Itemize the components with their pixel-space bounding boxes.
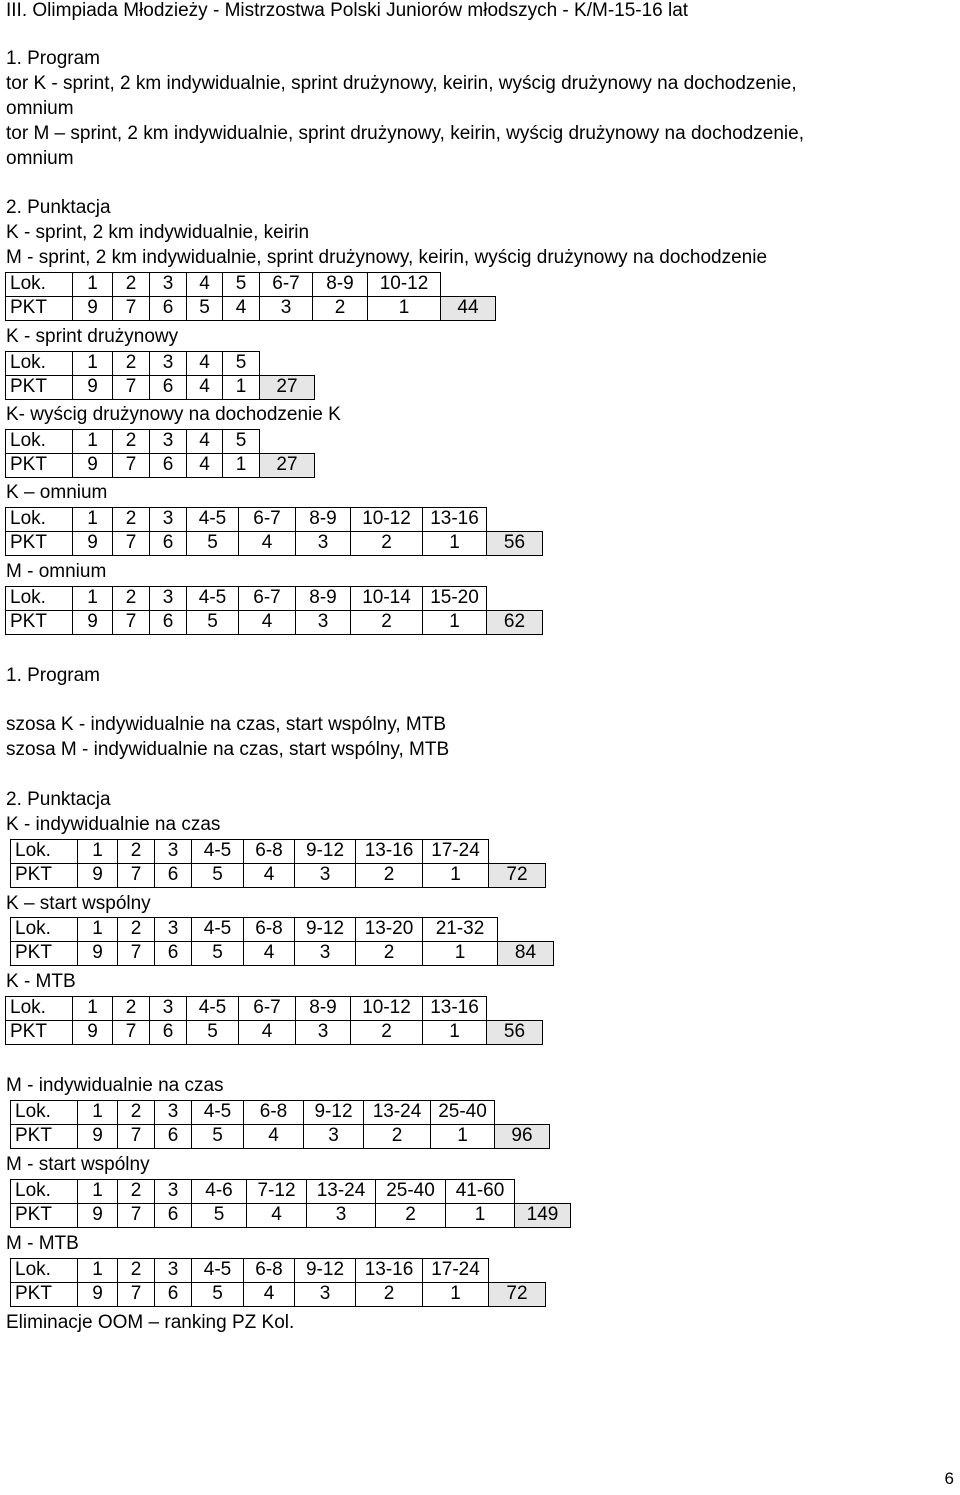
table-cell-total: 56 <box>487 532 543 556</box>
table-cell: 1 <box>78 918 118 942</box>
table-cell: 2 <box>376 1204 446 1228</box>
table-row-points <box>11 1283 546 1307</box>
table-cell: 2 <box>118 1101 155 1125</box>
table-cell-empty <box>489 1259 546 1283</box>
table-cell: 4 <box>239 1021 296 1045</box>
points-table <box>10 917 554 966</box>
table-cell: 4 <box>187 376 223 400</box>
table-cell: 4-5 <box>192 1259 244 1283</box>
table-row-points <box>6 454 315 478</box>
table-cell: 9 <box>78 1283 118 1307</box>
table-cell: 5 <box>192 864 244 888</box>
table-cell: 4 <box>244 1125 304 1149</box>
table-cell: 2 <box>356 864 423 888</box>
table-cell: 4 <box>187 430 223 454</box>
table-cell: 2 <box>113 508 150 532</box>
table-cell-total: 149 <box>515 1204 571 1228</box>
table-row-points <box>6 611 543 635</box>
table-cell: 13-16 <box>423 508 487 532</box>
table-cell: 1 <box>73 430 113 454</box>
table-cell: 9 <box>78 1204 118 1228</box>
table-cell: 5 <box>192 1283 244 1307</box>
table-cell: 13-24 <box>364 1101 431 1125</box>
table-cell-empty <box>260 430 315 454</box>
table-cell: 9 <box>73 532 113 556</box>
page-number: 6 <box>944 1469 954 1488</box>
table-row-place <box>11 1180 571 1204</box>
table-cell: 2 <box>118 918 155 942</box>
road-program-line: szosa M - indywidualnie na czas, start wspólny, MTB <box>6 739 450 760</box>
table-row-place <box>6 508 543 532</box>
table-cell: 1 <box>78 840 118 864</box>
table-cell-total: 96 <box>495 1125 550 1149</box>
table-cell: 7 <box>118 1283 155 1307</box>
table-cell: 9 <box>73 297 113 321</box>
table-cell-total: 56 <box>487 1021 543 1045</box>
table-cell: PKT <box>6 376 73 400</box>
table-cell-empty <box>260 352 315 376</box>
table-cell: 3 <box>260 297 313 321</box>
table-row-points <box>6 532 543 556</box>
table-cell: 6-8 <box>244 840 295 864</box>
table-row-place <box>6 352 315 376</box>
table-cell: 3 <box>304 1125 364 1149</box>
track-scoring-title: 2. Punktacja <box>6 197 111 218</box>
table-cell: PKT <box>11 1283 78 1307</box>
table-cell: 1 <box>78 1180 118 1204</box>
table-cell: 4-5 <box>187 587 239 611</box>
table-cell: 2 <box>118 1180 155 1204</box>
table-cell: PKT <box>6 611 73 635</box>
table-cell: 1 <box>78 1259 118 1283</box>
table-cell: 25-40 <box>431 1101 495 1125</box>
table-row-place <box>11 1259 546 1283</box>
table-cell: Lok. <box>6 508 73 532</box>
table-cell: 25-40 <box>376 1180 446 1204</box>
table-cell: 4 <box>247 1204 307 1228</box>
table-cell-empty <box>441 273 496 297</box>
table-row-place <box>11 918 554 942</box>
table-cell: 4-5 <box>192 918 244 942</box>
table-row-points <box>11 942 554 966</box>
table-cell: 5 <box>223 273 260 297</box>
table-cell: 1 <box>423 611 487 635</box>
table-cell: 7 <box>118 1125 155 1149</box>
table-cell: 1 <box>223 454 260 478</box>
table-cell: 5 <box>192 1204 247 1228</box>
table-cell: 7 <box>118 1204 155 1228</box>
table-cell: Lok. <box>6 273 73 297</box>
table-label: M - indywidualnie na czas <box>6 1075 224 1096</box>
table-cell: PKT <box>11 864 78 888</box>
table-label: K – omnium <box>6 482 108 503</box>
table-cell: 6-8 <box>244 1259 295 1283</box>
table-cell-total: 27 <box>260 454 315 478</box>
track-program-line: tor K - sprint, 2 km indywidualnie, sprint drużynowy, keirin, wyścig drużynowy na dochodzenie, <box>6 73 797 94</box>
table-row-place <box>11 1101 550 1125</box>
table-cell: Lok. <box>11 840 78 864</box>
table-cell: 9-12 <box>295 840 356 864</box>
points-table <box>5 586 543 635</box>
track-program-line: omnium <box>6 148 74 169</box>
table-cell: 7 <box>113 532 150 556</box>
table-cell: PKT <box>6 297 73 321</box>
table-cell: 9 <box>73 454 113 478</box>
table-cell: 3 <box>150 352 187 376</box>
table-cell: 4 <box>244 864 295 888</box>
table-cell: 13-24 <box>307 1180 376 1204</box>
table-cell: 1 <box>423 1021 487 1045</box>
table-cell: 7 <box>113 454 150 478</box>
table-cell: 2 <box>356 1283 423 1307</box>
table-cell: 9 <box>73 376 113 400</box>
table-cell: 2 <box>113 273 150 297</box>
track-program-line: omnium <box>6 98 74 119</box>
table-cell: Lok. <box>11 1101 78 1125</box>
table-cell: 8-9 <box>313 273 368 297</box>
table-cell: 5 <box>223 430 260 454</box>
table-cell: 9 <box>73 611 113 635</box>
table-cell: 1 <box>73 508 113 532</box>
table-cell: 4 <box>187 273 223 297</box>
table-cell: Lok. <box>6 587 73 611</box>
points-table <box>5 272 496 321</box>
table-cell: PKT <box>11 1204 78 1228</box>
track-program-line: tor M – sprint, 2 km indywidualnie, sprint drużynowy, keirin, wyścig drużynowy na dochodzenie, <box>6 123 804 144</box>
table-cell: 17-24 <box>423 840 489 864</box>
table-cell: 1 <box>446 1204 515 1228</box>
table-cell: 6 <box>155 1283 192 1307</box>
points-table <box>10 1258 546 1307</box>
table-cell: 9-12 <box>295 1259 356 1283</box>
road-scoring-title: 2. Punktacja <box>6 789 111 810</box>
document-heading: III. Olimpiada Młodzieży - Mistrzostwa Polski Juniorów młodszych - K/M-15-16 lat <box>6 0 689 21</box>
table-cell: 4 <box>223 297 260 321</box>
table-cell: 2 <box>351 611 423 635</box>
table-cell-total: 72 <box>489 864 546 888</box>
points-table <box>5 996 543 1045</box>
table-row-points <box>6 297 496 321</box>
track-scoring-line: K - sprint, 2 km indywidualnie, keirin <box>6 222 310 243</box>
table-cell: 1 <box>423 942 498 966</box>
table-cell: 7 <box>118 942 155 966</box>
table-cell: 1 <box>423 1283 489 1307</box>
table-cell: 10-12 <box>351 508 423 532</box>
table-cell: 6 <box>150 532 187 556</box>
table-label: K - MTB <box>6 971 76 992</box>
points-table <box>10 1100 550 1149</box>
table-cell: 8-9 <box>296 508 351 532</box>
table-cell: PKT <box>11 942 78 966</box>
road-program-line: szosa K - indywidualnie na czas, start wspólny, MTB <box>6 714 446 735</box>
track-program-title: 1. Program <box>6 48 100 69</box>
table-cell: 8-9 <box>296 587 351 611</box>
table-cell-total: 72 <box>489 1283 546 1307</box>
table-cell: 3 <box>296 532 351 556</box>
table-row-points <box>11 864 546 888</box>
table-cell: 1 <box>423 532 487 556</box>
table-cell: PKT <box>6 454 73 478</box>
table-cell: 1 <box>73 587 113 611</box>
table-cell: 4 <box>244 942 295 966</box>
table-label: K – start wspólny <box>6 893 151 914</box>
table-cell: 6-8 <box>244 918 295 942</box>
table-cell: 4 <box>187 352 223 376</box>
table-row-points <box>11 1125 550 1149</box>
table-cell-total: 44 <box>441 297 496 321</box>
table-cell: 9-12 <box>304 1101 364 1125</box>
table-cell: 5 <box>192 942 244 966</box>
table-cell: 4-6 <box>192 1180 247 1204</box>
table-label: M - start wspólny <box>6 1154 150 1175</box>
table-cell: 2 <box>351 1021 423 1045</box>
table-cell: 2 <box>364 1125 431 1149</box>
table-row-place <box>6 273 496 297</box>
table-cell: PKT <box>6 1021 73 1045</box>
table-cell: 6 <box>150 454 187 478</box>
table-label: K - sprint drużynowy <box>6 326 179 347</box>
table-cell: 1 <box>73 352 113 376</box>
table-cell: 6-7 <box>260 273 313 297</box>
table-cell: 1 <box>223 376 260 400</box>
table-cell-total: 62 <box>487 611 543 635</box>
table-cell: 2 <box>118 1259 155 1283</box>
table-cell: 6-7 <box>239 997 296 1021</box>
table-cell: 6 <box>150 297 187 321</box>
table-cell: 1 <box>431 1125 495 1149</box>
table-cell: 6 <box>155 942 192 966</box>
table-cell-empty <box>487 997 543 1021</box>
table-cell: 3 <box>295 864 356 888</box>
table-cell: 6 <box>155 1204 192 1228</box>
table-cell: Lok. <box>6 997 73 1021</box>
table-cell-empty <box>487 508 543 532</box>
table-cell: 6-7 <box>239 587 296 611</box>
table-cell: 1 <box>78 1101 118 1125</box>
table-cell: 7-12 <box>247 1180 307 1204</box>
table-row-points <box>6 376 315 400</box>
table-cell: 4 <box>239 611 296 635</box>
points-table <box>5 507 543 556</box>
table-row-place <box>6 997 543 1021</box>
table-cell: 9 <box>78 1125 118 1149</box>
table-cell: 8-9 <box>296 997 351 1021</box>
table-cell: 2 <box>313 297 368 321</box>
table-label: M - MTB <box>6 1233 79 1254</box>
table-cell: 2 <box>113 587 150 611</box>
table-cell: 6 <box>155 1125 192 1149</box>
table-cell: 3 <box>155 918 192 942</box>
points-table <box>5 429 315 478</box>
table-cell: 3 <box>150 273 187 297</box>
table-cell-empty <box>489 840 546 864</box>
table-cell: 3 <box>295 942 356 966</box>
track-scoring-line: M - sprint, 2 km indywidualnie, sprint drużynowy, keirin, wyścig drużynowy na dochodzenie <box>6 247 768 268</box>
table-cell: 9 <box>78 942 118 966</box>
table-cell: 2 <box>356 942 423 966</box>
road-program-title: 1. Program <box>6 665 100 686</box>
table-cell-total: 84 <box>498 942 554 966</box>
table-cell: 9 <box>73 1021 113 1045</box>
footer-note: Eliminacje OOM – ranking PZ Kol. <box>6 1312 295 1333</box>
table-cell: 13-16 <box>423 997 487 1021</box>
table-cell: 2 <box>351 532 423 556</box>
table-cell: 4-5 <box>192 840 244 864</box>
table-cell: PKT <box>6 532 73 556</box>
table-cell: Lok. <box>11 918 78 942</box>
table-cell-empty <box>495 1101 550 1125</box>
table-label: K - indywidualnie na czas <box>6 814 221 835</box>
table-cell: 7 <box>113 611 150 635</box>
table-row-place <box>11 840 546 864</box>
table-cell: 4-5 <box>187 508 239 532</box>
table-cell: PKT <box>11 1125 78 1149</box>
table-cell: 15-20 <box>423 587 487 611</box>
table-cell: 13-16 <box>356 840 423 864</box>
table-label: M - omnium <box>6 561 107 582</box>
table-cell: Lok. <box>11 1259 78 1283</box>
table-cell: 4-5 <box>192 1101 244 1125</box>
table-row-place <box>6 587 543 611</box>
table-cell: Lok. <box>11 1180 78 1204</box>
table-cell: 3 <box>155 840 192 864</box>
table-cell: 13-16 <box>356 1259 423 1283</box>
table-cell: Lok. <box>6 352 73 376</box>
table-cell: 10-14 <box>351 587 423 611</box>
table-cell: 3 <box>155 1180 192 1204</box>
table-cell: 2 <box>118 840 155 864</box>
table-cell: 5 <box>187 532 239 556</box>
table-cell: 1 <box>368 297 441 321</box>
table-cell: 7 <box>113 297 150 321</box>
table-cell: 1 <box>73 997 113 1021</box>
table-cell: 2 <box>113 430 150 454</box>
table-cell-total: 27 <box>260 376 315 400</box>
table-cell: 5 <box>187 1021 239 1045</box>
table-cell: 3 <box>296 611 351 635</box>
table-cell: 6-7 <box>239 508 296 532</box>
table-cell: 7 <box>113 1021 150 1045</box>
table-cell: 4 <box>187 454 223 478</box>
table-cell: 3 <box>150 997 187 1021</box>
table-cell: 10-12 <box>368 273 441 297</box>
points-table <box>10 1179 571 1228</box>
table-cell: 7 <box>118 864 155 888</box>
table-cell: 3 <box>150 587 187 611</box>
table-cell: 17-24 <box>423 1259 489 1283</box>
table-row-points <box>6 1021 543 1045</box>
table-cell: 2 <box>113 352 150 376</box>
table-cell-empty <box>487 587 543 611</box>
table-cell: 5 <box>187 297 223 321</box>
table-cell-empty <box>498 918 554 942</box>
table-cell: 1 <box>423 864 489 888</box>
table-cell: 6 <box>150 376 187 400</box>
table-cell: 1 <box>73 273 113 297</box>
table-cell: 41-60 <box>446 1180 515 1204</box>
table-label: K- wyścig drużynowy na dochodzenie K <box>6 404 341 425</box>
table-cell: 9 <box>78 864 118 888</box>
table-cell: 6 <box>150 611 187 635</box>
table-cell: 10-12 <box>351 997 423 1021</box>
table-cell: 7 <box>113 376 150 400</box>
table-cell: 3 <box>307 1204 376 1228</box>
table-cell: 5 <box>187 611 239 635</box>
table-cell: 3 <box>296 1021 351 1045</box>
table-cell: 13-20 <box>356 918 423 942</box>
table-cell: 3 <box>150 430 187 454</box>
table-row-points <box>11 1204 571 1228</box>
table-cell-empty <box>515 1180 571 1204</box>
table-cell: 2 <box>113 997 150 1021</box>
table-cell: 21-32 <box>423 918 498 942</box>
table-cell: 4 <box>244 1283 295 1307</box>
table-cell: 3 <box>295 1283 356 1307</box>
table-cell: 5 <box>223 352 260 376</box>
table-cell: 3 <box>155 1259 192 1283</box>
table-cell: 6-8 <box>244 1101 304 1125</box>
table-cell: 3 <box>150 508 187 532</box>
table-cell: 3 <box>155 1101 192 1125</box>
table-cell: 9-12 <box>295 918 356 942</box>
table-cell: Lok. <box>6 430 73 454</box>
table-cell: 4 <box>239 532 296 556</box>
table-cell: 6 <box>150 1021 187 1045</box>
table-row-place <box>6 430 315 454</box>
table-cell: 6 <box>155 864 192 888</box>
points-table <box>5 351 315 400</box>
table-cell: 4-5 <box>187 997 239 1021</box>
table-cell: 5 <box>192 1125 244 1149</box>
points-table <box>10 839 546 888</box>
